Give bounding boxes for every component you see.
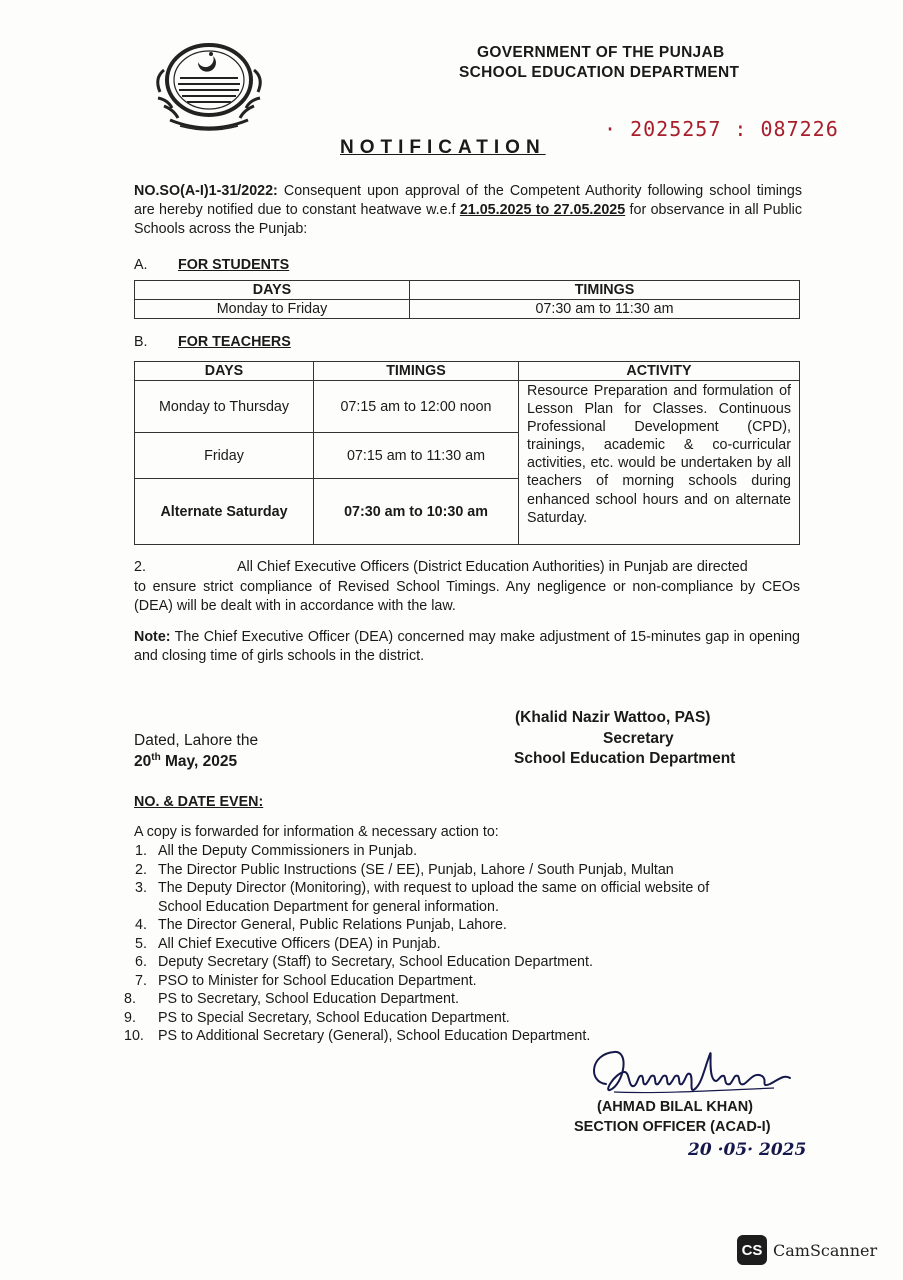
column-header: DAYS (135, 362, 314, 381)
list-item: 5. All Chief Executive Officers (DEA) in Punjab. (135, 935, 441, 952)
table-cell: Friday (135, 433, 314, 479)
activity-cell: Resource Preparation and formulation of Lesson Plan for Classes. Continuous Professional Development (CPD), trainings, academic & co-curricular activities, etc. would be undertaken by all teachers of morning schools during enhanced school hours and on alternate Saturday. (519, 381, 800, 545)
intro-text-a: Consequent upon approval of the Competent Authority following school timings are hereby notified due to constant heatwave w.e.f (134, 183, 802, 218)
para-2-first-line: All Chief Executive Officers (District Education Authorities) in Punjab are directed (237, 559, 748, 575)
note-text: The Chief Executive Officer (DEA) concerned may make adjustment of 15-minutes gap in opening and closing time of girls schools in the district. (134, 629, 800, 664)
reference-number: NO.SO(A-I)1-31/2022: (134, 183, 278, 199)
section-b-heading: FOR TEACHERS (178, 334, 291, 350)
camscanner-logo-icon: CS (737, 1235, 767, 1265)
punjab-emblem (150, 40, 268, 132)
table-cell: 07:30 am to 10:30 am (314, 479, 519, 545)
list-item: 8. PS to Secretary, School Education Department. (124, 991, 459, 1007)
effective-dates: 21.05.2025 to 27.05.2025 (459, 202, 626, 218)
header-line-department: SCHOOL EDUCATION DEPARTMENT (459, 64, 740, 81)
list-item-continued: School Education Department for general information. (158, 898, 499, 915)
para-2-text: to ensure strict compliance of Revised School Timings. Any negligence or non-compliance by CEOs (DEA) will be dealt with in accordance with the law. (134, 579, 800, 614)
date-day: 20 (134, 753, 152, 771)
para-2-number: 2. (134, 559, 146, 575)
table-cell: 07:30 am to 11:30 am (410, 300, 800, 319)
column-header: TIMINGS (410, 281, 800, 300)
table-cell: Monday to Thursday (135, 381, 314, 433)
teachers-timing-table (134, 361, 800, 545)
table-cell: Monday to Friday (135, 300, 410, 319)
list-item: 6. Deputy Secretary (Staff) to Secretary, School Education Department. (135, 954, 593, 970)
signatory-department: School Education Department (514, 750, 736, 767)
intro-text-b: for observance in all Public Schools across the Punjab: (134, 202, 802, 237)
dated-place: Dated, Lahore the (134, 732, 259, 749)
signatory-name: (Khalid Nazir Wattoo, PAS) (515, 709, 711, 726)
list-item: 3. The Deputy Director (Monitoring), with request to upload the same on official website of (135, 880, 710, 896)
students-timing-table (134, 280, 800, 319)
camscanner-text: CamScanner (773, 1240, 878, 1260)
list-item: 10. PS to Additional Secretary (General), School Education Department. (124, 1028, 591, 1044)
table-row (135, 300, 800, 319)
date-month-year: May, 2025 (160, 753, 238, 771)
list-item: 7. PSO to Minister for School Education Department. (135, 972, 477, 989)
endorsement-heading: NO. & DATE EVEN: (134, 794, 264, 810)
diary-stamp-number: · 2025257 : 087226 (604, 117, 839, 141)
column-header: ACTIVITY (519, 362, 800, 381)
note-label: Note: (134, 629, 171, 645)
column-header: DAYS (135, 281, 410, 300)
table-cell: 07:15 am to 12:00 noon (314, 381, 519, 433)
date-suffix: th (151, 752, 161, 763)
endorsement-intro: A copy is forwarded for information & necessary action to: (134, 824, 499, 840)
officer-title: SECTION OFFICER (ACAD-I) (574, 1119, 771, 1135)
distribution-list (124, 842, 804, 1046)
dated-date (134, 752, 237, 771)
section-a-heading: FOR STUDENTS (178, 257, 290, 273)
table-row (135, 381, 800, 433)
signatory-title: Secretary (603, 730, 674, 747)
officer-name: (AHMAD BILAL KHAN) (597, 1099, 753, 1115)
section-a-letter: A. (134, 257, 148, 273)
section-b-letter: B. (134, 334, 148, 350)
column-header: TIMINGS (314, 362, 519, 381)
intro-paragraph (134, 182, 802, 239)
table-cell: 07:15 am to 11:30 am (314, 433, 519, 479)
table-header-row (135, 281, 800, 300)
list-item: 2. The Director Public Instructions (SE / EE), Punjab, Lahore / South Punjab, Multan (135, 861, 674, 878)
handwritten-signature (584, 1044, 804, 1100)
list-item: 4. The Director General, Public Relations Punjab, Lahore. (135, 917, 507, 933)
handwritten-date: 20 ·05· 2025 (688, 1140, 807, 1160)
notification-title: NOTIFICATION (340, 137, 546, 158)
note-paragraph (134, 628, 800, 666)
list-item: 1. All the Deputy Commissioners in Punjab. (135, 843, 418, 859)
table-header-row (135, 362, 800, 381)
camscanner-watermark (737, 1235, 877, 1265)
header-line-government: GOVERNMENT OF THE PUNJAB (477, 44, 725, 61)
list-item: 9. PS to Special Secretary, School Education Department. (124, 1009, 510, 1026)
table-cell: Alternate Saturday (135, 479, 314, 545)
